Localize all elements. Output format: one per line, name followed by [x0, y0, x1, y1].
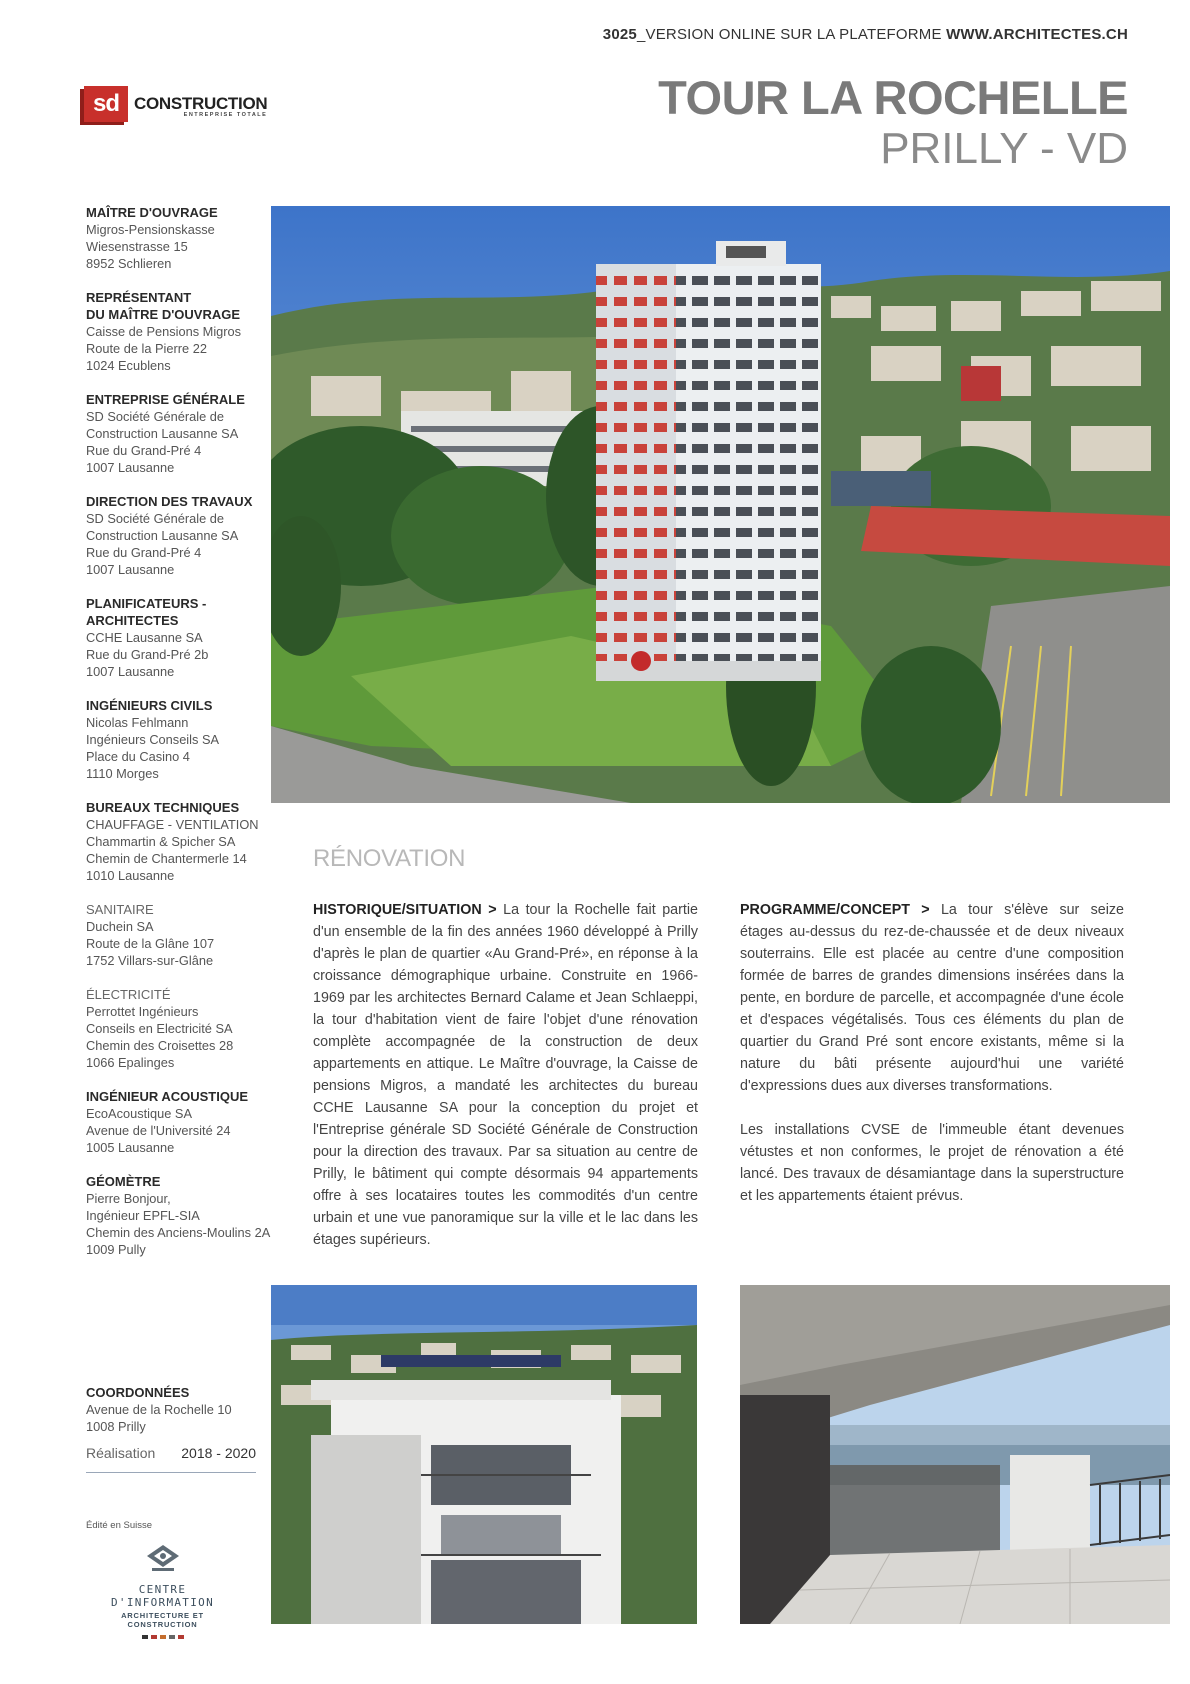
credit-heading: PLANIFICATEURS -	[86, 596, 207, 611]
credit-block	[86, 1088, 276, 1156]
credit-line: Ingénieur EPFL-SIA	[86, 1208, 200, 1223]
article-column-left	[313, 899, 698, 1273]
credit-line: 1007 Lausanne	[86, 460, 175, 475]
credit-line: Rue du Grand-Pré 2b	[86, 647, 209, 662]
credit-line: Migros-Pensionskasse	[86, 222, 215, 237]
credit-line: Avenue de l'Université 24	[86, 1123, 231, 1138]
credit-block	[86, 986, 276, 1071]
coordinates-line: Avenue de la Rochelle 10	[86, 1402, 232, 1417]
credit-block	[86, 697, 276, 782]
credit-heading: ARCHITECTES	[86, 613, 179, 628]
cic-subtitle: ARCHITECTURE ET CONSTRUCTION	[121, 1611, 204, 1629]
realisation-label: Réalisation	[86, 1445, 156, 1461]
cic-name: CENTRE D'INFORMATION	[111, 1583, 214, 1609]
credit-line: Pierre Bonjour,	[86, 1191, 171, 1206]
online-version-line	[603, 26, 1128, 43]
version-text: _VERSION ONLINE SUR LA PLATEFORME	[636, 26, 942, 43]
credit-line: Route de la Pierre 22	[86, 341, 207, 356]
credit-heading: INGÉNIEURS CIVILS	[86, 698, 213, 713]
credit-line: Rue du Grand-Pré 4	[86, 443, 202, 458]
credit-line: 8952 Schlieren	[86, 256, 172, 271]
credit-line: Conseils en Electricité SA	[86, 1021, 233, 1036]
credit-line: Place du Casino 4	[86, 749, 190, 764]
credit-line: Construction Lausanne SA	[86, 426, 239, 441]
credit-line: Rue du Grand-Pré 4	[86, 545, 202, 560]
page-title: TOUR LA ROCHELLE	[658, 71, 1128, 124]
paragraph-installations: Les installations CVSE de l'immeuble étant devenues vétustes et non conformes, le projet de rénovation a été lancé. Des travaux de désamiantage dans la superstructure et les appartements étaient prévus.	[740, 1122, 1124, 1204]
credit-line: CHAUFFAGE - VENTILATION	[86, 817, 259, 832]
credit-line: 1752 Villars-sur-Glâne	[86, 953, 214, 968]
page-subtitle: PRILLY - VD	[880, 124, 1128, 173]
credit-line: SD Société Générale de	[86, 511, 225, 526]
coordinates-block	[86, 1384, 256, 1473]
credit-line: Construction Lausanne SA	[86, 528, 239, 543]
credit-line: CCHE Lausanne SA	[86, 630, 203, 645]
credit-block	[86, 289, 276, 374]
logo-name: CONSTRUCTION	[134, 94, 268, 113]
cic-color-dots	[90, 1635, 235, 1639]
credit-line: Duchein SA	[86, 919, 154, 934]
credit-block	[86, 204, 276, 272]
coordinates-heading: COORDONNÉES	[86, 1385, 190, 1400]
article-column-right	[740, 899, 1124, 1229]
credit-heading: GÉOMÈTRE	[86, 1174, 161, 1189]
credit-heading: BUREAUX TECHNIQUES	[86, 800, 240, 815]
credit-heading: INGÉNIEUR ACOUSTIQUE	[86, 1089, 249, 1104]
credit-block	[86, 799, 276, 884]
sd-construction-logo	[84, 86, 267, 122]
credit-line: 1007 Lausanne	[86, 562, 175, 577]
lead-programme: PROGRAMME/CONCEPT >	[740, 902, 930, 918]
credit-line: 1005 Lausanne	[86, 1140, 175, 1155]
cic-logo	[90, 1544, 235, 1639]
credit-line: 1066 Epalinges	[86, 1055, 175, 1070]
website-link[interactable]: WWW.ARCHITECTES.CH	[946, 26, 1128, 43]
credit-line: 1009 Pully	[86, 1242, 146, 1257]
credit-line: EcoAcoustique SA	[86, 1106, 192, 1121]
section-heading: RÉNOVATION	[313, 845, 466, 872]
tower-aerial-photo	[271, 206, 1170, 803]
credit-line: Chemin des Croisettes 28	[86, 1038, 234, 1053]
credit-line: Caisse de Pensions Migros	[86, 324, 242, 339]
credit-line: Ingénieurs Conseils SA	[86, 732, 220, 747]
credit-line: Perrottet Ingénieurs	[86, 1004, 199, 1019]
credit-heading: MAÎTRE D'OUVRAGE	[86, 205, 218, 220]
credit-heading: DIRECTION DES TRAVAUX	[86, 494, 253, 509]
lead-historique: HISTORIQUE/SITUATION >	[313, 902, 497, 918]
issue-number: 3025	[602, 26, 637, 43]
logo-mark: sd	[84, 86, 128, 122]
terrace-lake-view-photo	[740, 1285, 1170, 1624]
credit-block	[86, 901, 276, 969]
credit-line: Wiesenstrasse 15	[86, 239, 188, 254]
credit-line: 1110 Morges	[86, 766, 159, 781]
credit-line: Chemin des Anciens-Moulins 2A	[86, 1225, 271, 1240]
realisation-years: 2018 - 2020	[181, 1445, 256, 1461]
logo-tagline: ENTREPRISE TOTALE	[183, 112, 268, 118]
credit-heading: ENTREPRISE GÉNÉRALE	[86, 392, 245, 407]
credit-block	[86, 595, 276, 680]
credit-block	[86, 493, 276, 578]
paragraph-historique: La tour la Rochelle fait partie d'un ensemble de la fin des années 1960 développé à Prilly d'après le plan de quartier «Au Grand-Pré», en réponse à la croissance démographique urbaine. Construite en 1966-1969 par les architectes Bernard Calame et Jean Schlaeppi, la tour d'habitation vient de faire l'objet d'une rénovation complète accompagnée de la construction de deux appartements en attique. Le Maître d'ouvrage, la Caisse de pensions Migros, a mandaté les architectes du bureau CCHE Lausanne SA pour la conception du projet et l'Entreprise générale SD Société Générale de Construction pour la direction des travaux. Par sa situation au centre de Prilly, le bâtiment qui compte désormais 94 appartements offre à ses locataires toutes les commodités d'un centre urbain et une vue panoramique sur la ville et le lac dans les étages supérieurs.	[313, 902, 698, 1248]
credit-heading: REPRÉSENTANT	[86, 290, 192, 305]
credit-heading: SANITAIRE	[86, 902, 154, 917]
cic-emblem-icon	[146, 1544, 180, 1572]
credit-line: Route de la Glâne 107	[86, 936, 215, 951]
credit-line: 1010 Lausanne	[86, 868, 175, 883]
credit-block	[86, 1173, 276, 1258]
credits-sidebar	[86, 204, 276, 1275]
credit-heading: ÉLECTRICITÉ	[86, 987, 171, 1002]
credit-line: SD Société Générale de	[86, 409, 225, 424]
credit-line: Chemin de Chantermerle 14	[86, 851, 247, 866]
credit-line: 1007 Lausanne	[86, 664, 175, 679]
edited-in-switzerland: Édité en Suisse	[86, 1520, 153, 1531]
credit-line: Chammartin & Spicher SA	[86, 834, 236, 849]
paragraph-programme: La tour s'élève sur seize étages au-dessus du rez-de-chaussée et de deux niveaux souterrains. Elle est placée au centre d'une composition formée de barres de grandes dimensions insérées dans la pente, en bordure de parcelle, et accompagnée d'une école et d'espaces végétalisés. Tous ces éléments du plan de quartier du Grand Pré sont encore existants, même si la nature du bâti présente aujourd'hui une variété d'expressions dues aux diverses transformations.	[740, 902, 1124, 1094]
attic-rooftop-photo	[271, 1285, 697, 1624]
credit-block	[86, 391, 276, 476]
page-title-block	[658, 72, 1128, 174]
credit-line: 1024 Ecublens	[86, 358, 171, 373]
credit-heading: DU MAÎTRE D'OUVRAGE	[86, 307, 241, 322]
realisation-row	[86, 1445, 256, 1473]
coordinates-line: 1008 Prilly	[86, 1419, 146, 1434]
credit-line: Nicolas Fehlmann	[86, 715, 189, 730]
